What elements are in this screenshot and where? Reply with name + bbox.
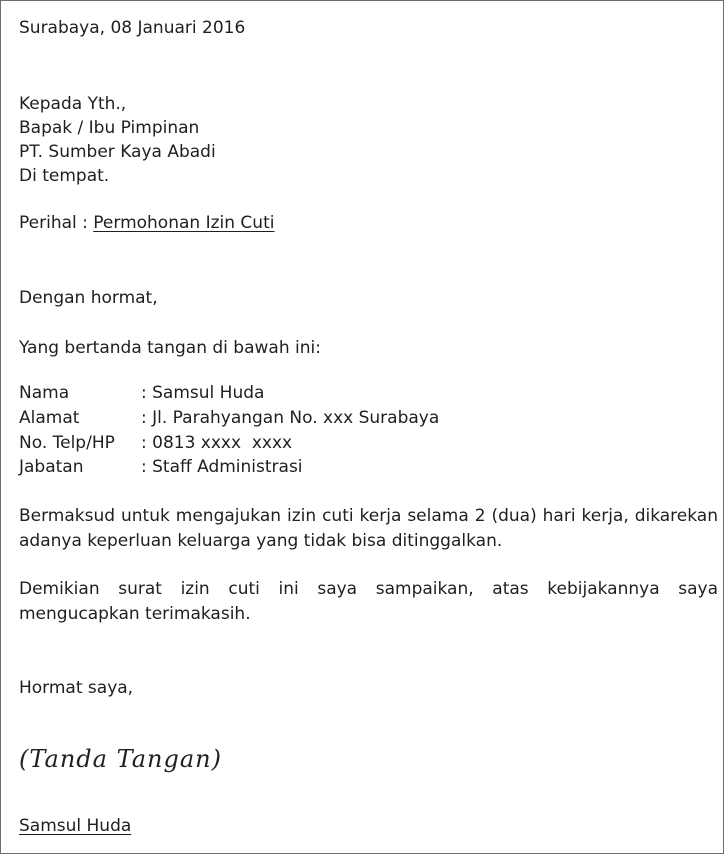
field-label: Alamat — [19, 408, 80, 428]
field-value: : Jl. Parahyangan No. xxx Surabaya — [141, 408, 440, 428]
recipient-line-2: Bapak / Ibu Pimpinan — [19, 118, 200, 138]
field-value: : Samsul Huda — [141, 383, 265, 403]
field-label: No. Telp/HP — [19, 433, 115, 453]
signature-placeholder: (Tanda Tangan) — [19, 745, 222, 773]
subject-label: Perihal : — [19, 213, 94, 233]
paragraph-request: Bermaksud untuk mengajukan izin cuti kerja selama 2 (dua) hari kerja, dikarekan adanya keperluan keluarga yang tidak bisa ditinggalkan. — [19, 506, 718, 551]
recipient-line-3: PT. Sumber Kaya Abadi — [19, 142, 216, 162]
field-label: Jabatan — [19, 457, 84, 477]
field-value: : 0813 xxxx xxxx — [141, 433, 293, 453]
subject-line — [19, 211, 274, 235]
signer-name: Samsul Huda — [19, 816, 132, 836]
field-label: Nama — [19, 383, 70, 403]
closing-salutation: Hormat saya, — [19, 678, 134, 698]
greeting: Dengan hormat, — [19, 288, 158, 308]
field-row-jabatan — [19, 455, 303, 479]
subject-value: Permohonan Izin Cuti — [93, 213, 275, 233]
place-date: Surabaya, 08 Januari 2016 — [19, 18, 246, 38]
intro-text: Yang bertanda tangan di bawah ini: — [19, 338, 321, 358]
field-row-alamat — [19, 406, 439, 430]
paragraph-closing: Demikian surat izin cuti ini saya sampaikan, atas kebijakannya saya mengucapkan terimakasih. — [19, 579, 718, 624]
field-row-nama — [19, 381, 264, 405]
field-value: : Staff Administrasi — [141, 457, 303, 477]
field-row-telp — [19, 431, 292, 455]
recipient-line-1: Kepada Yth., — [19, 94, 127, 114]
recipient-line-4: Di tempat. — [19, 166, 110, 186]
